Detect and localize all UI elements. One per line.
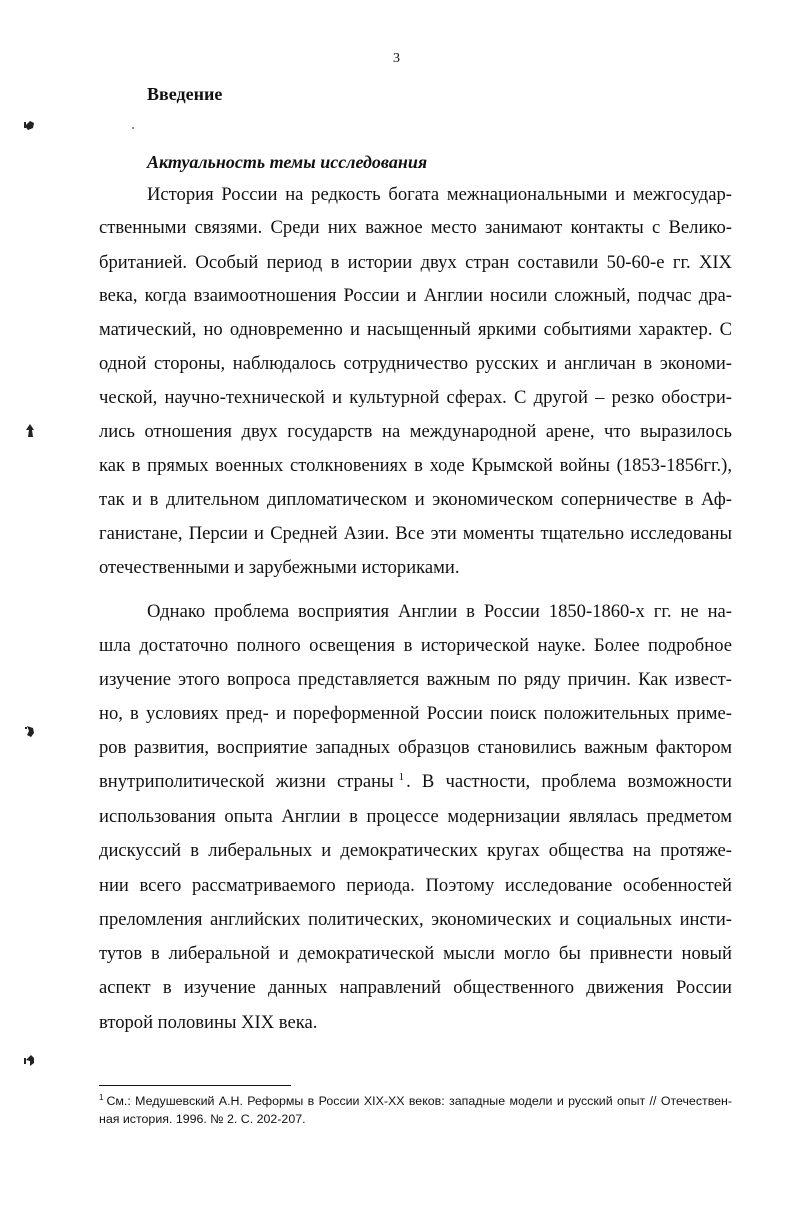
footnote-reference[interactable]: 1 [398,770,405,783]
paragraph-line: отечественными и зарубежными историками. [99,557,460,578]
paragraph-line: Однако проблема восприятия Англии в России 1850-1860-х гг. не на- [147,601,732,622]
page-heading: Введение [147,84,223,104]
paragraph-line: тутов в либеральной и демократической мысли могло бы привнести новый [99,943,732,964]
paragraph-line: как в прямых военных столкновениях в ходе Крымской войны (1853-1856гг.), [99,455,732,476]
binding-hole-mark-icon [22,117,38,133]
binding-hole-mark-icon [22,1052,38,1068]
paragraph-line: ров развития, восприятие западных образцов становились важным фактором [99,737,732,758]
paragraph-line: нии всего рассматриваемого периода. Поэтому исследование особенностей [99,875,732,896]
paragraph-line: так и в длительном дипломатическом и экономическом соперничестве в Аф- [99,489,732,510]
paragraph-line: одной стороны, наблюдалось сотрудничество русских и англичан в экономи- [99,353,732,374]
paragraph-line: лись отношения двух государств на международной арене, что выразилось [99,421,732,442]
binding-hole-mark-icon [22,423,38,439]
footnote-line [99,1093,732,1109]
scan-speck [132,127,134,129]
paragraph-line: матический, но одновременно и насыщенный яркими событиями характер. С [99,319,732,340]
paragraph-line: британией. Особый период в истории двух стран составили 50-60-е гг. XIX [99,252,732,273]
paragraph-line: дискуссий в либеральных и демократических кругах общества на протяже- [99,840,732,861]
paragraph-line: ческой, научно-технической и культурной сферах. С другой – резко обостри- [99,387,732,408]
paragraph-line: шла достаточно полного освещения в исторической науке. Более подробное [99,635,732,656]
paragraph-line-with-footnote-ref [99,770,732,794]
paragraph-line: века, когда взаимоотношения России и Англии носили сложный, подчас дра- [99,285,732,306]
section-subheading: Актуальность темы исследования [147,152,428,172]
footnote-number: 1 [99,1092,104,1102]
line-text-before-ref: внутриполитической жизни страны [99,771,394,792]
paragraph-line: но, в условиях пред- и пореформенной России поиск положительных приме- [99,703,732,724]
paragraph-line: ственными связями. Среди них важное место занимают контакты с Велико- [99,217,732,238]
binding-hole-mark-icon [22,723,38,739]
page-number: 3 [393,51,400,66]
paragraph-line: История России на редкость богата межнациональными и межгосудар- [147,184,732,205]
paragraph-line: аспект в изучение данных направлений общественного движения России [99,977,732,998]
paragraph-line: преломления английских политических, экономических и социальных инсти- [99,909,732,930]
paragraph-line: ганистане, Персии и Средней Азии. Все эти моменты тщательно исследованы [99,523,732,544]
footnote-rule [99,1085,291,1086]
line-text-after-ref: . В частности, проблема возможности [406,771,733,792]
footnote-line: ная история. 1996. № 2. С. 202-207. [99,1112,306,1126]
footnote-text: См.: Медушевский А.Н. Реформы в России XIX-XX веков: западные модели и русский опыт // Отечествен- [106,1094,732,1108]
paragraph-line: изучение этого вопроса представляется важным по ряду причин. Как извест- [99,669,732,690]
paragraph-line: второй половины XIX века. [99,1012,318,1033]
paragraph-line: использования опыта Англии в процессе модернизации являлась предметом [99,806,732,827]
